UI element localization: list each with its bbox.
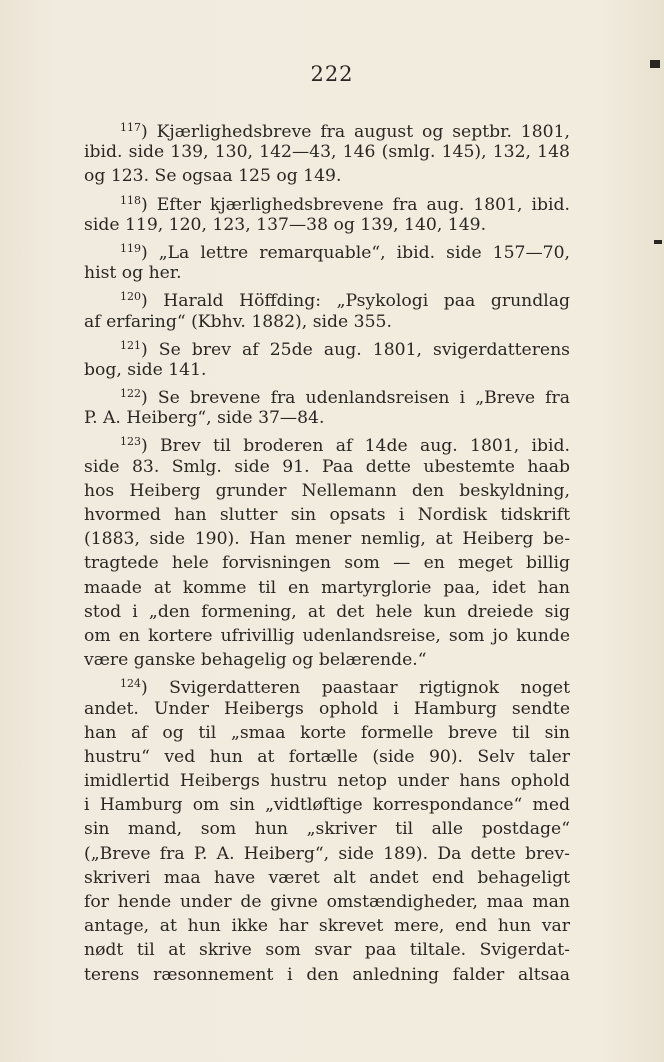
line-text: (1883, side 190). Han mener nemlig, at Heiberg be-	[84, 529, 570, 550]
line-text: ) Svigerdatteren paastaar rigtignok noget	[141, 678, 570, 699]
line-text: ) Kjærlighedsbreve fra august og septbr. 1801,	[141, 122, 570, 142]
line-text: af erfaring“ (Kbhv. 1882), side 355.	[84, 311, 392, 332]
text-line	[84, 721, 570, 745]
line-text: ibid. side 139, 130, 142—43, 146 (smlg. 145), 132, 148	[84, 142, 570, 163]
text-line	[84, 358, 570, 382]
text-line	[84, 527, 570, 551]
line-text: han af og til „smaa korte formelle breve til sin	[84, 722, 570, 743]
edge-mark	[654, 240, 662, 244]
line-text: ) Se brev af 25de aug. 1801, svigerdatterens	[141, 339, 570, 360]
line-text: skriveri maa have været alt andet end behageligt	[84, 867, 570, 888]
line-text: nødt til at skrive som svar paa tiltale. Svigerdat-	[84, 940, 570, 961]
text-line	[84, 576, 570, 600]
line-text: hos Heiberg grunder Nellemann den beskyldning,	[84, 480, 570, 501]
text-line	[84, 842, 570, 866]
line-text: terens ræsonnement i den anledning falder altsaa	[84, 964, 570, 985]
line-text: maade at komme til en martyrglorie paa, idet han	[84, 577, 570, 598]
text-line	[84, 600, 570, 624]
text-line	[84, 890, 570, 914]
footnote-number: 119	[120, 241, 141, 255]
line-text: andet. Under Heibergs ophold i Hamburg sendte	[84, 698, 570, 719]
text-line	[84, 455, 570, 479]
text-line	[84, 116, 570, 140]
line-text: ) Se brevene fra udenlandsreisen i „Breve fra	[141, 388, 570, 409]
text-line	[84, 261, 570, 285]
text-line	[84, 503, 570, 527]
text-line	[84, 769, 570, 793]
line-text: ) Harald Höffding: „Psykologi paa grundlag	[141, 291, 570, 312]
line-text: antage, at hun ikke har skrevet mere, end hun var	[84, 916, 570, 937]
line-text: ) „La lettre remarquable“, ibid. side 157—70,	[141, 242, 570, 263]
footnote-number: 121	[120, 338, 141, 352]
text-line	[84, 164, 570, 188]
line-text: P. A. Heiberg“, side 37—84.	[84, 408, 325, 429]
text-line	[84, 793, 570, 817]
line-text: være ganske behagelig og belærende.“	[84, 650, 427, 671]
line-text: side 83. Smlg. side 91. Paa dette ubestemte haab	[84, 456, 570, 477]
text-line	[84, 866, 570, 890]
text-line	[84, 648, 570, 672]
footnote-number: 118	[120, 193, 141, 207]
line-text: sin mand, som hun „skriver til alle postdage“	[84, 819, 570, 840]
text-line	[84, 189, 570, 213]
line-text: hvormed han slutter sin opsats i Nordisk tidskrift	[84, 505, 570, 525]
text-line	[84, 430, 570, 457]
line-text: stod i „den formening, at det hele kun dreiede sig	[84, 601, 570, 622]
text-line	[84, 817, 570, 841]
text-line	[84, 334, 570, 358]
line-text: for hende under de givne omstændigheder, maa man	[84, 892, 570, 912]
line-text: i Hamburg om sin „vidtløftige korrespondance“ med	[84, 795, 570, 816]
footnote-number: 120	[120, 290, 141, 304]
text-line	[84, 697, 570, 721]
footnote-number: 122	[120, 387, 141, 401]
text-line	[84, 237, 570, 261]
text-line	[84, 551, 570, 575]
line-text: („Breve fra P. A. Heiberg“, side 189). Da dette brev-	[84, 843, 570, 864]
footnote-number: 117	[120, 121, 141, 134]
line-text: ) Brev til broderen af 14de aug. 1801, ibid.	[141, 436, 570, 457]
text-line	[84, 672, 570, 699]
text-line	[84, 938, 570, 962]
text-line	[84, 406, 570, 430]
footnotes-text	[84, 116, 570, 987]
text-line	[84, 963, 570, 987]
line-text: side 119, 120, 123, 137—38 og 139, 140, 149.	[84, 214, 487, 235]
line-text: om en kortere ufrivillig udenlandsreise, som jo kunde	[84, 625, 570, 646]
footnote-number: 124	[120, 677, 141, 691]
text-line	[84, 745, 570, 769]
text-line	[84, 285, 570, 312]
line-text: bog, side 141.	[84, 359, 207, 380]
line-text: og 123. Se ogsaa 125 og 149.	[84, 166, 342, 187]
text-line	[84, 624, 570, 648]
text-line	[84, 479, 570, 503]
text-line	[84, 914, 570, 938]
page-number: 222	[310, 62, 354, 86]
text-line	[84, 140, 570, 164]
text-line	[84, 213, 570, 237]
text-line	[84, 382, 570, 409]
line-text: hist og her.	[84, 263, 182, 284]
line-text: ) Efter kjærlighedsbrevene fra aug. 1801, ibid.	[141, 194, 570, 215]
text-line	[84, 310, 570, 334]
line-text: hustru“ ved hun at fortælle (side 90). Selv taler	[84, 746, 570, 767]
footnote-number: 123	[120, 435, 141, 449]
line-text: tragtede hele forvisningen som — en meget billig	[84, 553, 570, 574]
line-text: imidlertid Heibergs hustru netop under hans ophold	[84, 771, 570, 792]
edge-mark	[650, 60, 660, 68]
